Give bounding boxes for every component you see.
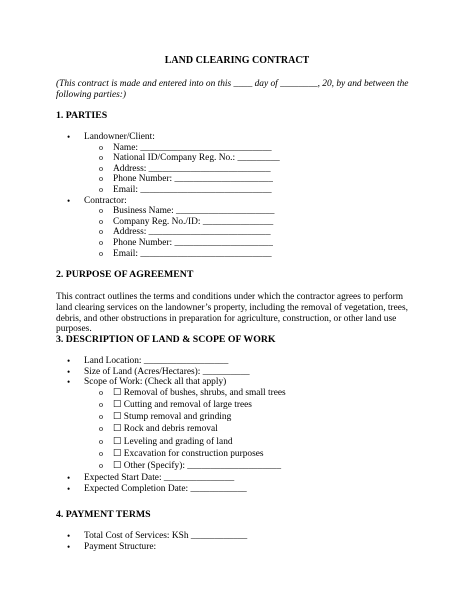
payment-list [56,531,436,552]
scope-item-stumps: o ☐ Stump removal and grinding [56,412,436,424]
purpose-body: This contract outlines the terms and conditions under which the contractor agrees to perform land clearing services on the landowner’s property, including the removal of vegetation, trees, debris, and other obstructions in preparation for agriculture, construction, or other land use purposes. [56,292,408,335]
contractor-email-field: o Email: ____________________________ [56,249,436,260]
total-cost-field: • Total Cost of Services: KSh ____________ [56,531,436,542]
landowner-address-field: o Address: __________________________ [56,164,436,175]
landowner-id-field: o National ID/Company Reg. No.: _________ [56,153,436,164]
scope-list [56,356,436,494]
landowner-name-field: o Name: ____________________________ [56,143,436,154]
section-purpose-heading: 2. PURPOSE OF AGREEMENT [56,269,194,280]
contractor-label: • Contractor: [56,196,436,207]
completion-date-field: • Expected Completion Date: ____________ [56,484,436,495]
contractor-business-field: o Business Name: _____________________ [56,206,436,217]
contractor-reg-field: o Company Reg. No./ID: _______________ [56,217,436,228]
landowner-phone-field: o Phone Number: _____________________ [56,174,436,185]
contractor-address-field: o Address: __________________________ [56,227,436,238]
section-payment-heading: 4. PAYMENT TERMS [56,509,151,520]
contractor-phone-field: o Phone Number: _____________________ [56,238,436,249]
scope-item-excavation: o ☐ Excavation for construction purposes [56,449,436,461]
land-location-field: • Land Location: __________________ [56,356,436,367]
payment-structure-label: • Payment Structure: [56,542,436,553]
document-title: LAND CLEARING CONTRACT [164,55,310,66]
scope-item-large-trees: o ☐ Cutting and removal of large trees [56,400,436,412]
start-date-field: • Expected Start Date: _______________ [56,473,436,484]
landowner-label: • Landowner/Client: [56,132,436,143]
section-scope-heading: 3. DESCRIPTION OF LAND & SCOPE OF WORK [56,334,276,345]
scope-of-work-label: • Scope of Work: (Check all that apply) [56,377,436,388]
scope-item-bushes: o ☐ Removal of bushes, shrubs, and small trees [56,388,436,400]
parties-list [56,132,436,259]
scope-item-other: o ☐ Other (Specify): ____________________ [56,461,436,473]
scope-item-leveling: o ☐ Leveling and grading of land [56,437,436,449]
scope-item-rock-debris: o ☐ Rock and debris removal [56,424,436,436]
section-parties-heading: 1. PARTIES [56,110,108,121]
land-size-field: • Size of Land (Acres/Hectares): __________ [56,367,436,378]
intro-text: (This contract is made and entered into on this ____ day of ________, 20, by and between the following parties:) [56,79,409,100]
landowner-email-field: o Email: ____________________________ [56,185,436,196]
